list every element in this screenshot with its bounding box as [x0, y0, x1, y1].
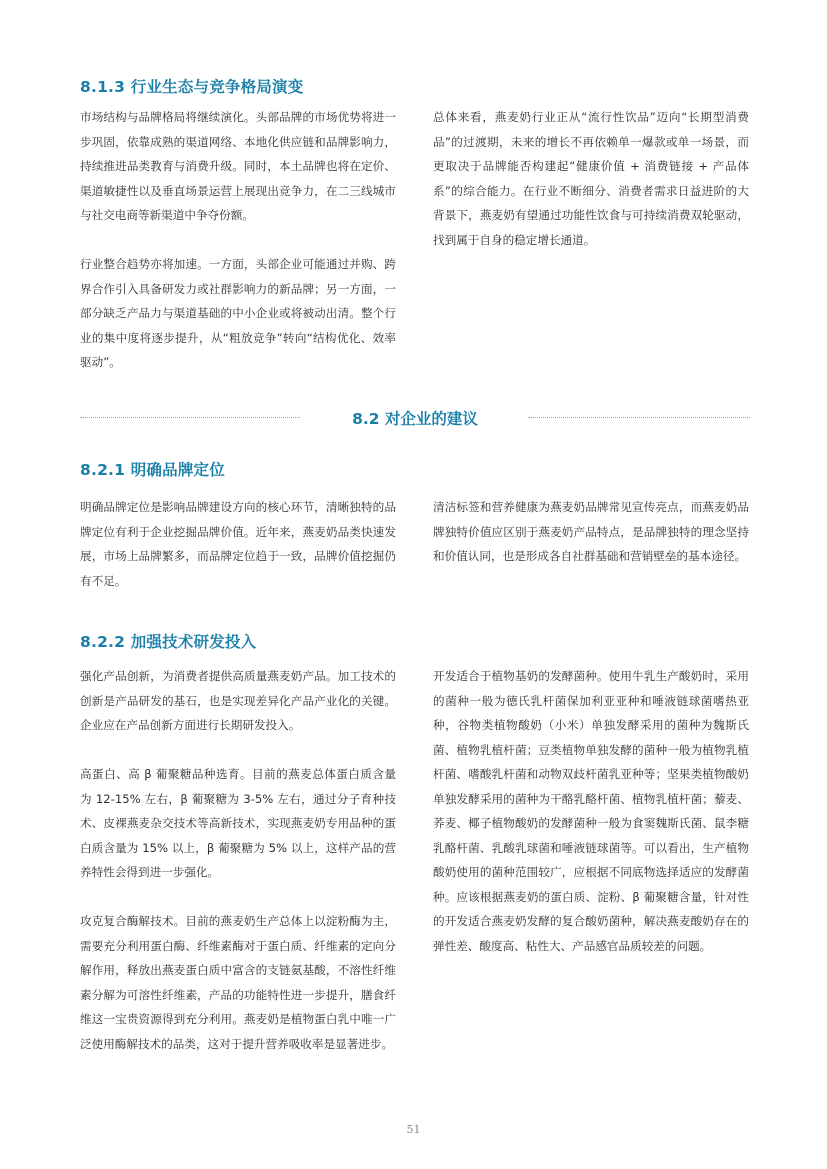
paragraph: 高蛋白、高 β 葡聚糖品种选育。目前的燕麦总体蛋白质含量为 12-15% 左右，β 葡聚糖为 3-5% 左右，通过分子育种技术、皮裸燕麦杂交技术等高新技术，实现燕麦奶专用品种的蛋白质含量为 15% 以上，β 葡聚糖为 5% 以上，这样产品的营养特性会得到进一步强化。 [80, 767, 396, 879]
section-8-1-3-right-column [433, 105, 749, 252]
dotted-rule-right [528, 417, 750, 418]
paragraph: 市场结构与品牌格局将继续演化。头部品牌的市场优势将进一步巩固，依靠成熟的渠道网络、本地化供应链和品牌影响力，持续推进品类教育与消费升级。同时，本土品牌也将在定价、渠道敏捷性以及垂直场景运营上展现出竞争力，在二三线城市与社交电商等新渠道中争夺份额。 [80, 110, 396, 222]
section-8-2-1-heading: 8.2.1 明确品牌定位 [80, 461, 225, 479]
paragraph: 开发适合于植物基奶的发酵菌种。使用牛乳生产酸奶时，采用的菌种一般为德氏乳杆菌保加利亚亚种和唾液链球菌嗜热亚种，谷物类植物酸奶（小米）单独发酵采用的菌种为魏斯氏菌、植物乳植杆菌；豆类植物单独发酵的菌种一般为植物乳植杆菌、嗜酸乳杆菌和动物双歧杆菌乳亚种等；坚果类植物酸奶单独发酵采用的菌种为干酪乳酪杆菌、植物乳植杆菌；藜麦、荞麦、椰子植物酸奶的发酵菌种一般为食窦魏斯氏菌、鼠李糖乳酪杆菌、乳酸乳球菌和唾液链球菌等。可以看出，生产植物酸奶使用的菌种范围较广，应根据不同底物选择适应的发酵菌种。应该根据燕麦奶的蛋白质、淀粉、β 葡聚糖含量，针对性的开发适合燕麦奶发酵的复合酸奶菌种，解决燕麦酸奶存在的弹性差、酸度高、粘性大、产品感官品质较差的问题。 [433, 669, 749, 953]
page-number: 51 [406, 1123, 421, 1136]
section-8-2-heading: 8.2 对企业的建议 [352, 410, 478, 428]
paragraph: 清洁标签和营养健康为燕麦奶品牌常见宣传亮点，而燕麦奶品牌独特价值应区别于燕麦奶产品特点，是品牌独特的理念坚持和价值认同，也是形成各自社群基础和营销壁垒的基本途径。 [433, 500, 749, 563]
paragraph: 攻克复合酶解技术。目前的燕麦奶生产总体上以淀粉酶为主，需要充分利用蛋白酶、纤维素酶对于蛋白质、纤维素的定向分解作用，释放出燕麦蛋白质中富含的支链氨基酸，不溶性纤维素分解为可溶性纤维素，产品的功能特性进一步提升，膳食纤维这一宝贵资源得到充分利用。燕麦奶是植物蛋白乳中唯一广泛使用酶解技术的品类，这对于提升营养吸收率是显著进步。 [80, 914, 396, 1051]
paragraph: 总体来看，燕麦奶行业正从“流行性饮品”迈向“长期型消费品”的过渡期，未来的增长不再依赖单一爆款或单一场景，而更取决于品牌能否构建起“健康价值 + 消费链接 + 产品体系”的综合能力。在行业不断细分、消费者需求日益进阶的大背景下，燕麦奶有望通过功能性饮食与可持续消费双轮驱动，找到属于自身的稳定增长通道。 [433, 110, 749, 247]
paragraph: 明确品牌定位是影响品牌建设方向的核心环节，清晰独特的品牌定位有利于企业挖掘品牌价值。近年来，燕麦奶品类快速发展，市场上品牌繁多，而品牌定位趋于一致，品牌价值挖掘仍有不足。 [80, 500, 396, 588]
paragraph: 行业整合趋势亦将加速。一方面，头部企业可能通过并购、跨界合作引入具备研发力或社群影响力的新品牌；另一方面，一部分缺乏产品力与渠道基础的中小企业或将被动出清。整个行业的集中度将逐步提升，从“粗放竞争”转向“结构优化、效率驱动”。 [80, 257, 396, 369]
section-8-2-2-heading: 8.2.2 加强技术研发投入 [80, 633, 257, 651]
section-8-1-3-left-column [80, 105, 396, 375]
section-8-1-3-heading: 8.1.3 行业生态与竞争格局演变 [80, 78, 304, 96]
section-8-2-1-left-column [80, 495, 396, 593]
paragraph: 强化产品创新，为消费者提供高质量燕麦奶产品。加工技术的创新是产品研发的基石，也是实现差异化产品产业化的关键。企业应在产品创新方面进行长期研发投入。 [80, 669, 396, 732]
section-8-2-1-right-column [433, 495, 749, 569]
section-8-2-divider [80, 407, 750, 429]
section-8-2-2-left-column [80, 664, 396, 1056]
section-8-2-2-right-column [433, 664, 749, 958]
